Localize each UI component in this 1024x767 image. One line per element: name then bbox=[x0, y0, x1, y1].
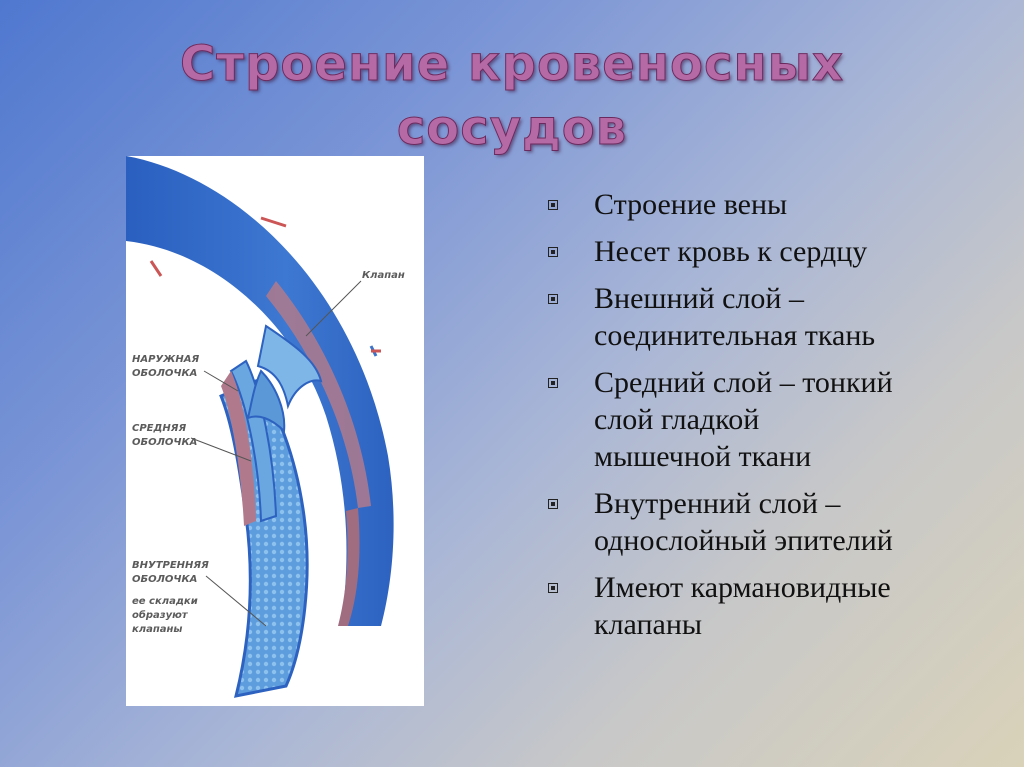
bullet-text: Внешний слой – bbox=[594, 282, 804, 315]
label-middle-2: ОБОЛОЧКА bbox=[132, 437, 198, 448]
bullet-item bbox=[548, 233, 1008, 270]
bullet-text: слой гладкой bbox=[594, 403, 760, 436]
label-inner-1: ВНУТРЕННЯЯ bbox=[132, 560, 209, 571]
bullet-item bbox=[548, 569, 1008, 643]
title-line-1: Строение кровеносных bbox=[180, 36, 844, 92]
slide-title bbox=[0, 32, 1024, 160]
label-outer-1: НАРУЖНАЯ bbox=[132, 354, 200, 365]
bullet-text: клапаны bbox=[594, 608, 703, 641]
bullet-list bbox=[548, 186, 1008, 653]
vein-illustration bbox=[126, 156, 424, 706]
label-valve: Клапан bbox=[362, 270, 405, 281]
label-middle-1: СРЕДНЯЯ bbox=[132, 423, 187, 434]
square-bullet-icon bbox=[548, 247, 558, 257]
label-inner-3: ее складки bbox=[132, 596, 198, 607]
vein-structure-diagram bbox=[126, 156, 424, 706]
bullet-text: Строение вены bbox=[594, 188, 788, 221]
bullet-text: Средний слой – тонкий bbox=[594, 366, 893, 399]
bullet-item bbox=[548, 364, 1008, 475]
label-inner-2: ОБОЛОЧКА bbox=[132, 574, 198, 585]
bullet-item bbox=[548, 186, 1008, 223]
bullet-item bbox=[548, 280, 1008, 354]
square-bullet-icon bbox=[548, 378, 558, 388]
square-bullet-icon bbox=[548, 499, 558, 509]
bullet-text: Внутренний слой – bbox=[594, 487, 841, 520]
bullet-text: однослойный эпителий bbox=[594, 524, 893, 557]
bullet-text: Несет кровь к сердцу bbox=[594, 235, 868, 268]
bullet-text: соединительная ткань bbox=[594, 319, 876, 352]
title-line-2: сосудов bbox=[396, 100, 628, 156]
label-inner-5: клапаны bbox=[132, 624, 183, 635]
bullet-text: мышечной ткани bbox=[594, 440, 812, 473]
label-outer-2: ОБОЛОЧКА bbox=[132, 368, 198, 379]
square-bullet-icon bbox=[548, 200, 558, 210]
bullet-item bbox=[548, 485, 1008, 559]
square-bullet-icon bbox=[548, 583, 558, 593]
bullet-text: Имеют кармановидные bbox=[594, 571, 891, 604]
label-inner-4: образуют bbox=[132, 610, 188, 621]
square-bullet-icon bbox=[548, 294, 558, 304]
